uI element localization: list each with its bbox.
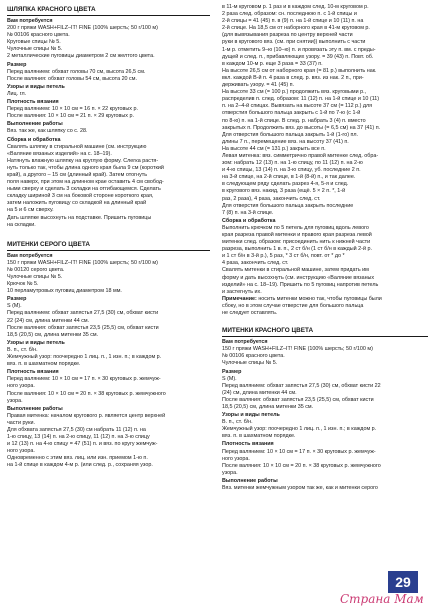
text-line: S (M). [7,303,22,310]
heading-materials: Вам потребуется [7,18,53,24]
text-line: руки в кругового вяз. (см. при снятии)) выполнить с части [222,39,366,46]
heading-patterns: Узоры и виды петель [7,339,65,346]
materials-list [7,260,210,295]
text-line: Жемчужный узор: поочередно 1 лиц. п., 1 изн. п.; в каждом р. [7,354,162,361]
text-line: ного узора. [7,383,35,390]
text-line: части руки. [7,419,35,426]
text-line: зом: набрать 12 (13) п. на 1-ю спицу, по 11 (12) п. на 2-ю [222,160,363,167]
text-line: п. на 2–4-й спицах. Вывязать на высоте 37 см (= 112 р.) для [222,103,373,110]
heading-gauge: Плотность вязания [7,99,59,106]
text-line: Перед валянием: 10 × 10 см = 17 п. × 30 круговых р. жемчуж- [7,376,161,383]
text-line: После валяния: 10 × 10 см = 20 п. × 38 круговых р. жемчужного [222,462,381,469]
text-line: отверстия большого пальца закрыть с 1-й по 7-ю (с 1-й [222,110,361,117]
heading-gauge: Плотность вязания [222,441,274,448]
text-line: На высоте 33 см (= 100 р.) продолжить вяз. круговыми р., [222,89,367,96]
instructions-text [222,485,428,492]
note-block [222,296,428,317]
heading-size: Размер [7,296,27,303]
text-line: и 4-ю спицы, 13 (14) п. на 3-ю спицу, уб. последние 2 п. [222,167,361,174]
gauge-text [7,376,210,404]
text-line: держивать узору. = 41 (45) п. [222,82,295,89]
note-line: не следует оставлять. [222,310,278,317]
text-line: Перед валянием: 10 × 10 см = 17 п. × 30 круговых р. жемчуж- [222,448,376,455]
text-line: Вяз. митенки жемчужным узором так же, как и митенки серого [222,485,378,491]
assembly-text [7,144,210,229]
text-line: 1-ю спицу, 13 (14) п. на 2-ю спицу, 11 (12) п. на 3-ю спицу [7,434,150,441]
text-line: (для вывязывания разреза по центру верхней части [222,32,353,39]
text-line: в кругового вяз. накид, 3 раза (ещё. 5 × 2 п. *, 1-й [222,188,346,195]
heading-size: Размер [222,368,242,375]
heading-instructions: Выполнение работы [7,405,63,412]
heading-instructions: Выполнение работы [222,477,278,484]
text-line: вяз. п. в шахматном порядке. [7,361,81,368]
text-line: Выполнить крючком по 5 петель для пуговиц вдоль левого [222,224,369,231]
text-line: 22 (24) см, длина митенки 44 см. [7,317,90,324]
text-line: раз, 2 раза), 4 раза, закончить след. ст. [222,195,321,202]
text-line: и 1 ст б/н в 3-й р.), 5 раз, * 3 ст б/н, повт. от * до * [222,253,345,260]
text-line: После валяния: 10 × 10 см = 21 п. × 29 круговых р. [7,113,134,120]
text-line: на 3-й спице, на 2-й спице, в 1-й (8-й) п., и так далее. [222,174,356,181]
text-line: В. п., ст. б/н. [7,346,38,353]
text-line: № 00106 красного цвета. [222,353,285,360]
text-line: 200 г пряжи WASH+FILZ–IT! FINE (100% шерсть; 50 г/100 м) [7,25,158,32]
text-line: в 11-м круговом р. 1 раз и в каждом след. 10-м круговом р. [222,4,369,10]
size-detail-text [7,310,210,338]
text-line: поля наверх, при этом на длинном крае оставить 4 см свобод- [7,179,164,186]
text-line: распределив п. след. образом: 11 (12) п. на 1-й спице и 10 (11) [222,96,380,103]
text-line: 2-й спице. На 18,5 см от наборного края в 41-м круговом р. [222,25,370,32]
text-line: Свалять шляпку в стиральной машине (см. инструкцию [7,143,147,150]
text-line: Лиц. гл. [7,90,27,97]
patterns-text [7,347,210,368]
watermark-logo: Страна Мам [340,592,424,606]
continued-instructions-text [222,4,428,217]
text-line: ными сверху и сделать 3 складки на отгибающемся. Сделать [7,186,161,193]
text-line: Одновременно с этим вяз. лиц. или изн. приемом 1-ю п. [7,455,148,462]
text-line: Перед валянием: 10 × 10 см = 16 п. × 22 круговых р. [7,106,138,113]
text-line: в каждом 10-м р. еще 3 раза = 33 (37) п. [222,60,323,67]
heading-patterns: Узоры и виды петель [222,412,280,419]
text-line: После валяния: 10 × 10 см = 20 п. × 38 круговых р. жемчужного [7,390,166,397]
heading-size: Размер [7,61,27,68]
text-line: по 8-ю) п. на 1-й спице. В след. р. набрать 3 (4) п. вместо [222,117,366,124]
text-line: Вяз. так же, как шляпку со с. 28. [7,128,88,135]
text-line: Дать шляпке высохнуть на подставке. Пришить пуговицы [7,214,152,221]
text-line: нуть только так, чтобы длина одного края была 9 см (короткий [7,164,164,171]
text-line: (24) см, длина митенки 44 см. [222,389,297,396]
text-line: 2 металлические пуговицы диаметром 2 см желтого цвета. [7,53,155,60]
text-line: и застегнуть их. [222,288,262,295]
text-line: Левая митенка: вяз. симметрично правой митенке след. обра- [222,152,379,159]
section-title-grey-mittens: МИТЕНКИ СЕРОГО ЦВЕТА [7,241,210,251]
page-number-badge: 29 [388,571,418,593]
note-line: сбоку, но в этом случае отверстие для большого пальца [222,302,364,309]
text-line: дущей и след. п., прибавляющих узору. = 39 (43) п. Повт. об. [222,53,374,60]
text-line: 2 раза след. образом: сн. последнюю п. с 1-й спицы и [222,11,357,18]
patterns-text [7,91,210,98]
text-line: Чулочные спицы № 5. [7,274,63,280]
gauge-text [7,106,210,120]
text-line: Круговые спицы № 5. [7,39,61,46]
instructions-text [7,413,210,470]
text-line: «Валяние вязаных изделий» на с. 18–19). [7,150,112,157]
heading-assembly: Сборка и обработка [222,217,276,224]
text-line: S (M). [222,375,237,382]
text-line: ного узора. [222,455,250,462]
heading-materials: Вам потребуется [222,339,268,346]
section-title-red-hat: ШЛЯПКА КРАСНОГО ЦВЕТА [7,6,210,16]
text-line: Перед валянием: обхват головы 70 см, высота 26,5 см. [7,68,146,75]
text-line: Для обхвата запястья 27,5 (30) см набрать 11 (12) п. на [7,426,146,433]
text-line: На высоте 44 см (= 131 р.) закрыть все п. [222,145,326,152]
text-line: № 00106 красного цвета. [7,32,70,39]
text-line: закрытых п. Продолжить вяз. до высоты (= 6,5 см) на 37 (41) п. [222,124,381,131]
heading-patterns: Узоры и виды петель [7,83,65,90]
text-line: и 12 (13) п. на 4-ю спицу = 47 (51) п. и вяз. по кругу жемчуж- [7,441,158,448]
text-line: 18,5 (20,5) см, длина митенки 35 см. [222,403,314,410]
text-line: узора. [222,469,238,476]
text-line: вкл. каждой В-й п. 4 раза в след. р. вяз. из нак. 2 п., при- [222,74,364,81]
text-line: на 1-й спице в каждом 4-м р. (или след. р., сохраняя узор. [7,462,153,469]
materials-list [7,25,210,60]
section-title-red-mittens: МИТЕНКИ КРАСНОГО ЦВЕТА [222,327,428,337]
text-line: складку шириной 3 см на боковой стороне короткого края, [7,193,154,200]
heading-assembly: Сборка и обработка [7,136,61,143]
text-line: 1-м р. отметить 9–ю (10–ю) п. и провязать эту п. вм. с преды- [222,46,376,53]
text-line: Чулочные спицы № 5. [222,360,278,367]
text-line: разреза, выполнить 1 в. п., 2 ст б/н (1 ст б/н в каждый 2-й р. [222,246,372,253]
text-line: митенки след. образом: присоединить нить к нижней части [222,239,371,246]
text-line: № 00120 серого цвета. [7,266,65,273]
text-line: Перед валянием: обхват запястья 27,5 (30) см, обхват кисти 22 [222,382,381,389]
text-line: изделий» на с. 18–19). Пришить по 5 пуговиц напротив петель [222,281,379,288]
text-line: Свалять митенки в стиральной машине, затем придать им [222,267,369,274]
note-first-line: носить митенки можно так, чтобы пуговицы были [256,295,382,302]
text-line: 18,5 (20,5) см, длина митенки 35 см. [7,331,99,338]
text-line: в следующем ряду сделать разрез 4-я, 5-я и след. [222,181,349,188]
text-line: 150 г пряжи WASH+FILZ–IT! FINE (100% шерсть; 50 г/100 м) [222,346,373,353]
text-line: на 5 и 6 см сверху. [7,207,54,214]
text-line: После валяния: обхват запястья 23,5 (25,5) см, обхват кисти [7,324,159,331]
gauge-text [222,449,428,477]
right-column [222,4,428,492]
text-line: Для отверстия большого пальца закрыть последние [222,202,354,209]
text-line: 2-й спицы = 41 (45) п. в (9) п. на 1-й спице и 10 (11) п. на [222,18,364,25]
text-line: на складки. [7,221,36,228]
text-line: край), а другого – 15 см (длинный край). Затем отогнуть [7,171,148,178]
text-line: Натянуть влажную шляпку на круглую форму. Слегка растя- [7,157,159,164]
text-line: После валяния: обхват запястья 23,5 (25,5) см, обхват кисти [222,396,374,403]
heading-materials: Вам потребуется [7,252,53,259]
text-line: ного узора. [7,448,35,455]
heading-gauge: Плотность вязания [7,369,59,376]
text-line: Правая митенка: началом кругового р. является центр верхней [7,412,166,419]
text-line: На высоте 26,5 см от наборного края (= 81 р.) выполнить нак. [222,67,377,74]
text-line: Жемчужный узор: поочередно 1 лиц. п., 1 изн. п.; в каждом р. [222,426,377,433]
text-line: Для отверстия большого пальца закрыть 1-й (1-го) пл. [222,131,359,138]
size-text [222,376,428,411]
text-line: длины 7 п., перемещение вяз. на высоту 37 (41) п. [222,138,349,145]
text-line: После валяния: обхват головы 54 см, высота 20 см. [7,75,137,82]
heading-instructions: Выполнение работы [7,121,63,128]
text-line: Крючок № 5. [7,281,39,288]
text-line: края разреза правой митенки и правого края разреза левой [222,232,372,238]
text-line: форму и дать высохнуть (см. инструкцию «Валяние вязаных [222,274,375,281]
text-line: Перед валянием: обхват запястья 27,5 (30) см, обхват кисти [7,310,159,317]
text-line: 4 раза, закончить след. ст. [222,260,289,267]
text-line: 10 перламутровых пуговиц диаметром 18 мм. [7,288,122,295]
text-line: узора. [7,397,23,404]
text-line: Чулочные спицы № 5. [7,46,63,53]
instructions-text [7,128,210,135]
text-line: В. п., ст. б/н. [222,419,253,426]
note-label: Примечание: [222,295,257,302]
size-text [7,303,210,310]
left-column [7,4,210,470]
text-line: вяз. п. в шахматном порядке. [222,433,296,440]
text-line: 150 г пряжи WASH+FILZ–IT! FINE (100% шерсть; 50 г/100 м) [7,259,158,266]
text-line: затем наложить пуговицу со складкой на длинный край [7,200,147,207]
assembly-text [222,225,428,296]
patterns-text [222,419,428,440]
text-line: 7 (8) п. на 3-й спице. [222,209,274,216]
materials-list [222,346,428,367]
size-text [7,69,210,83]
